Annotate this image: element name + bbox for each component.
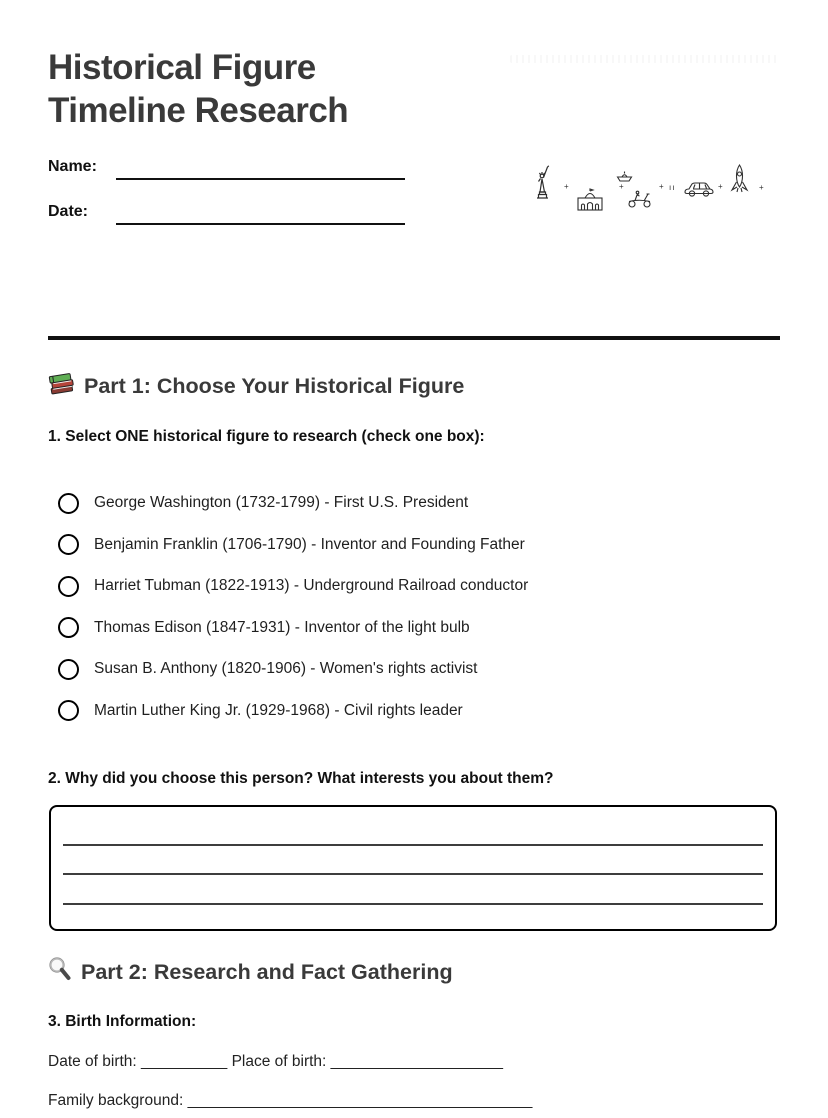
- building-icon: [576, 188, 604, 211]
- boat-icon: [616, 170, 633, 182]
- part1-heading: [48, 371, 464, 402]
- car-icon: [683, 180, 715, 197]
- date-label: Date:: [48, 203, 89, 220]
- option-label: Benjamin Franklin (1706-1790) - Inventor and Founding Father: [94, 535, 525, 553]
- option-harriet-tubman: [58, 575, 528, 597]
- option-label: George Washington (1732-1799) - First U.S. President: [94, 494, 469, 511]
- name-input-line[interactable]: [116, 158, 405, 180]
- scooter-icon: [626, 190, 653, 208]
- statue-of-liberty-icon: [532, 163, 552, 199]
- plus-separator: +: [619, 182, 624, 191]
- family-background-blank[interactable]: ________________________________________: [187, 1092, 533, 1109]
- radio-button[interactable]: [58, 617, 79, 638]
- question-2: 2. Why did you choose this person? What interests you about them?: [48, 770, 554, 787]
- faint-watermark: [510, 55, 778, 63]
- part1-heading-text: Part 1: Choose Your Historical Figure: [84, 374, 465, 398]
- option-susan-b-anthony: [58, 658, 528, 680]
- tick-separator: ıı: [669, 183, 676, 192]
- plus-separator: +: [564, 182, 569, 191]
- radio-button[interactable]: [58, 493, 79, 514]
- writing-line[interactable]: [63, 903, 763, 905]
- part2-heading-text: Part 2: Research and Fact Gathering: [81, 960, 453, 984]
- radio-button[interactable]: [58, 576, 79, 597]
- family-background-label: Family background:: [48, 1092, 188, 1109]
- writing-line[interactable]: [63, 873, 763, 875]
- option-label: Susan B. Anthony (1820-1906) - Women's rights activist: [94, 660, 478, 677]
- option-label: Thomas Edison (1847-1931) - Inventor of the light bulb: [94, 618, 470, 636]
- magnifier-icon: [48, 956, 72, 989]
- name-field-row: [48, 158, 405, 176]
- option-martin-luther-king: [58, 700, 528, 722]
- plus-separator: +: [718, 182, 723, 191]
- date-of-birth-label: Date of birth:: [48, 1053, 142, 1070]
- family-background-line: [48, 1092, 532, 1110]
- radio-button[interactable]: [58, 534, 79, 555]
- question-3: 3. Birth Information:: [48, 1013, 197, 1030]
- question-1: 1. Select ONE historical figure to research (check one box):: [48, 428, 485, 445]
- part2-heading: [48, 956, 453, 989]
- option-thomas-edison: [58, 617, 528, 639]
- option-benjamin-franklin: [58, 534, 528, 556]
- page-title-line2: Timeline Research: [48, 91, 349, 130]
- writing-line[interactable]: [63, 844, 763, 846]
- books-icon: [48, 371, 75, 402]
- plus-separator: +: [659, 182, 664, 191]
- figure-options-list: [58, 492, 528, 741]
- radio-button[interactable]: [58, 700, 79, 721]
- radio-button[interactable]: [58, 659, 79, 680]
- date-of-birth-blank[interactable]: __________: [141, 1053, 232, 1070]
- place-of-birth-label: Place of birth:: [231, 1053, 331, 1070]
- option-label: Martin Luther King Jr. (1929-1968) - Civil rights leader: [94, 701, 463, 719]
- page-title: [48, 46, 348, 132]
- plus-separator: +: [759, 183, 764, 192]
- page-title-line1: Historical Figure: [48, 48, 316, 87]
- rocket-icon: [730, 164, 749, 194]
- date-input-line[interactable]: [116, 203, 405, 225]
- name-label: Name:: [48, 158, 97, 175]
- option-label: Harriet Tubman (1822-1913) - Underground Railroad conductor: [94, 577, 529, 594]
- place-of-birth-blank[interactable]: ____________________: [330, 1053, 504, 1070]
- section-divider: [48, 336, 780, 340]
- answer-box[interactable]: [49, 805, 777, 931]
- birth-date-place-line: [48, 1053, 503, 1071]
- date-field-row: [48, 203, 405, 221]
- option-george-washington: [58, 492, 528, 514]
- timeline-doodle: [528, 163, 778, 215]
